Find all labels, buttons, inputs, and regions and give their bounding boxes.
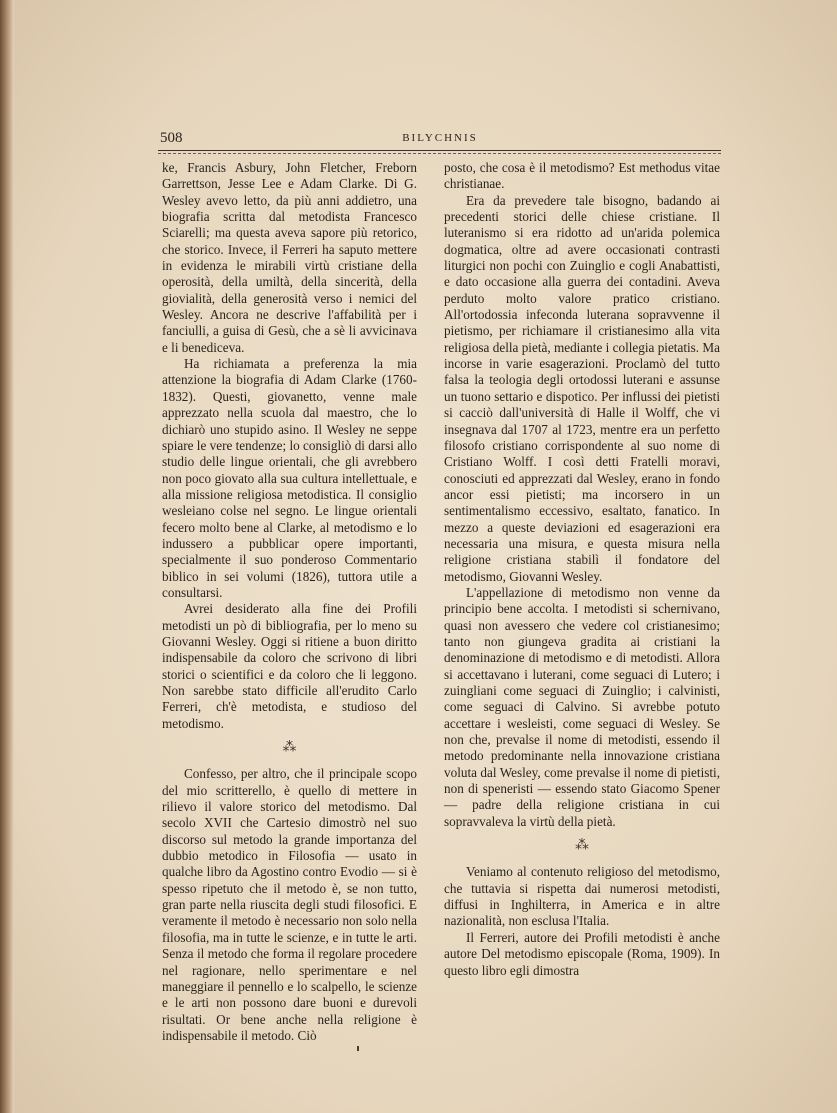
paragraph: ke, Francis Asbury, John Fletcher, Freborn Garrettson, Jesse Lee e Adam Clarke. Di G. Wesley avevo letto, da più anni addietro, una biografia scritta dal metodista Francesco Sciarelli; ma questa aveva sapore più retorico, che storico. Invece, il Ferreri ha saputo mettere in evidenza le mirabili virtù cristiane della operosità, della umiltà, della sincerità, della giovialità, della generosità verso i nemici del Wesley. Ancora ne descrive l'affabilità per i fanciulli, a guisa di Gesù, che a sè li avvicinava e li benediceva. [162, 160, 417, 355]
running-title: BILYCHNIS [402, 132, 478, 144]
paragraph: Confesso, per altro, che il principale scopo del mio scritterello, è quello di mettere in rilievo il valore storico del metodismo. Dal secolo XVII che Cartesio dimostrò nel suo discorso sul metodo la grande importanza del dubbio metodico in Filosofia — usato in qualche libro da Agostino contro Evodio — si è spesso ripetuto che il metodo è, se non tutto, gran parte nella riuscita degli studi filosofici. E veramente il metodo è necessario non solo nella filosofia, ma in tutte le scienze, e in tutte le arti. Senza il metodo che forma il regolare procedere nel ragionare, nello sperimentare e nel maneggiare il pennello e lo scalpello, le scienze e le arti non possono dare buoni e durevoli risultati. Or bene anche nella religione è indispensabile il metodo. Ciò [162, 766, 417, 1043]
section-ornament: ⁂ [575, 838, 589, 854]
pencil-mark [357, 1046, 359, 1051]
paragraph: Era da prevedere tale bisogno, badando ai precedenti storici delle chiese cristiane. Il luteranismo si era ridotto ad un'arida polemica dogmatica, oltre ad avere occasionati contrasti liturgici non pochi con Zuinglio e cogli Anabattisti, e dato occasione alla guerra dei contadini. Aveva perduto molto valore pratico cristiano. All'ortodossia infeconda luterana sopravvenne il pietismo, per richiamare il cristianesimo alla vita religiosa della pietà, mediante i collegia pietatis. Ma incorse in varie esagerazioni. Proclamò del tutto falsa la teologia degli ortodossi luterani e assunse un tuono settario e dispotico. Per influssi dei pietisti si cacciò dall'università di Halle il Wolff, che vi insegnava dal 1707 al 1723, mentre era un perfetto filosofo cristiano corrispondente al suo nome di Cristiano Wolff. I così detti Fratelli moravi, conosciuti ed apprezzati dal Wesley, erano in fondo ancor essi pietisti; ma incorsero in un sentimentalismo eccessivo, esaltato, fanatico. In mezzo a queste deviazioni ed esagerazioni era necessaria una misura, e questa misura nella religione cristiana stabilì il fondatore del metodismo, Giovanni Wesley. [444, 192, 720, 584]
page-spine-edge [0, 0, 14, 1113]
page-number: 508 [160, 130, 183, 146]
paragraph: Ha richiamata a preferenza la mia attenzione la biografia di Adam Clarke (1760-1832). Questi, giovanetto, venne male apprezzato nella scuola dal maestro, che lo dichiarò uno stupido asino. Il Wesley ne seppe spiare le vere tendenze; lo consigliò di darsi allo studio delle lingue orientali, che gli avrebbero non poco giovato alla sua cultura intellettuale, e alla missione religiosa metodistica. Il consiglio wesleiano colse nel segno. Le lingue orientali fecero molto bene al Clarke, al metodismo e lo indussero a pubblicar opere importanti, specialmente il suo ponderoso Commentario biblico in sei volumi (1826), tuttora utile a consultarsi. [162, 356, 417, 600]
header-rule [158, 150, 721, 151]
paragraph: L'appellazione di metodismo non venne da principio bene accolta. I metodisti si schernivano, quasi non avessero che vedere col cristianesimo; tanto non giungeva gradita ai cristiani la denominazione di metodismo e di metodisti. Allora si accettavano i luterani, come seguaci di Lutero; i zuingliani come seguaci di Zuinglio; i calvinisti, come seguaci di Calvino. Si avrebbe potuto accettare i wesleisti, come seguaci di Wesley. Se non che, prevalse il nome di metodisti, essendo il metodo predominante nella innovazione cristiana voluta dal Wesley, come prevalse il nome di pietisti, non di speneristi — essendo stato Giacomo Spener — padre della religione cristiana in cui sopravvaleva la virtù della pietà. [444, 584, 720, 829]
paragraph: Veniamo al contenuto religioso del metodismo, che tuttavia si rispetta dai numerosi metodisti, diffusi in Inghilterra, in America e in altre nazionalità, non esclusa l'Italia. [444, 864, 720, 929]
header-rule-dashed [158, 153, 721, 154]
right-column [444, 160, 720, 979]
page-header [160, 130, 720, 150]
left-column [162, 160, 417, 1044]
section-ornament: ⁂ [282, 740, 297, 756]
paragraph: posto, che cosa è il metodismo? Est methodus vitae christianae. [444, 160, 720, 192]
paragraph: Avrei desiderato alla fine dei Profili metodisti un pò di bibliografia, per lo meno su Giovanni Wesley. Oggi si ritiene a buon diritto indispensabile da coloro che scrivono di libri storici o scientifici e da coloro che li leggono. Non sarebbe stato difficile all'erudito Carlo Ferreri, ch'è metodista, e studioso del metodismo. [162, 601, 417, 731]
paragraph: Il Ferreri, autore dei Profili metodisti è anche autore Del metodismo episcopale (Roma, 1909). In questo libro egli dimostra [444, 929, 720, 978]
